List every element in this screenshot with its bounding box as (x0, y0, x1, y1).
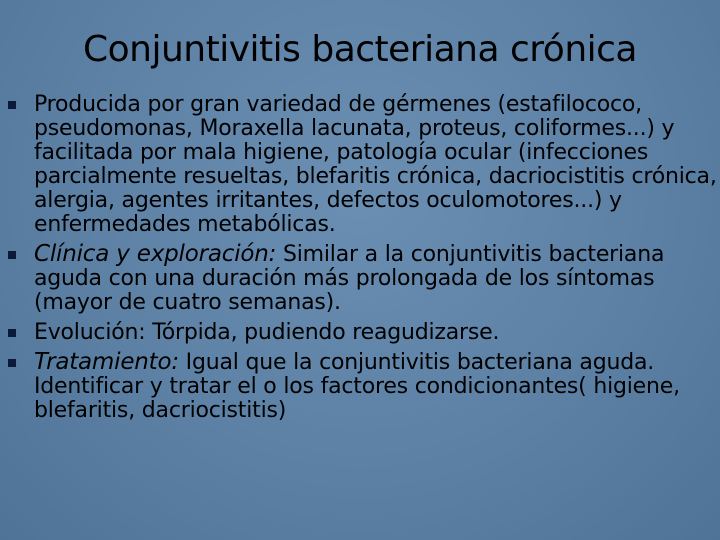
bullet-item-treatment (6, 350, 718, 423)
bullet-text: Evolución: Tórpida, pudiendo reagudizarse. (34, 320, 500, 345)
bullet-list (6, 92, 718, 428)
square-bullet-icon (8, 251, 16, 259)
bullet-text: Igual que la conjuntivitis bacteriana aguda. Identificar y tratar el o los factores condicionantes( higiene, blefaritis, dacriocistitis) (34, 350, 680, 423)
square-bullet-icon (8, 329, 16, 337)
bullet-text: Producida por gran variedad de gérmenes (estafilococo, pseudomonas, Moraxella lacunata, proteus, coliformes...) y facilitada por mala higiene, patología ocular (infecciones parcialmente resueltas, blefaritis crónica, dacriocistitis crónica, alergia, agentes irritantes, defectos oculomotores...) y enfermedades metabólicas. (34, 92, 717, 237)
square-bullet-icon (8, 101, 16, 109)
bullet-lead: Clínica y exploración: (34, 241, 277, 267)
bullet-text: Similar a la conjuntivitis bacteriana aguda con una duración más prolongada de los síntomas (mayor de cuatro semanas). (34, 242, 665, 315)
bullet-lead: Tratamiento: (34, 349, 179, 375)
square-bullet-icon (8, 359, 16, 367)
bullet-item-evolution (6, 320, 718, 345)
bullet-item-etiology (6, 92, 718, 237)
bullet-item-clinical (6, 242, 718, 315)
slide-title: Conjuntivitis bacteriana crónica (82, 29, 637, 70)
